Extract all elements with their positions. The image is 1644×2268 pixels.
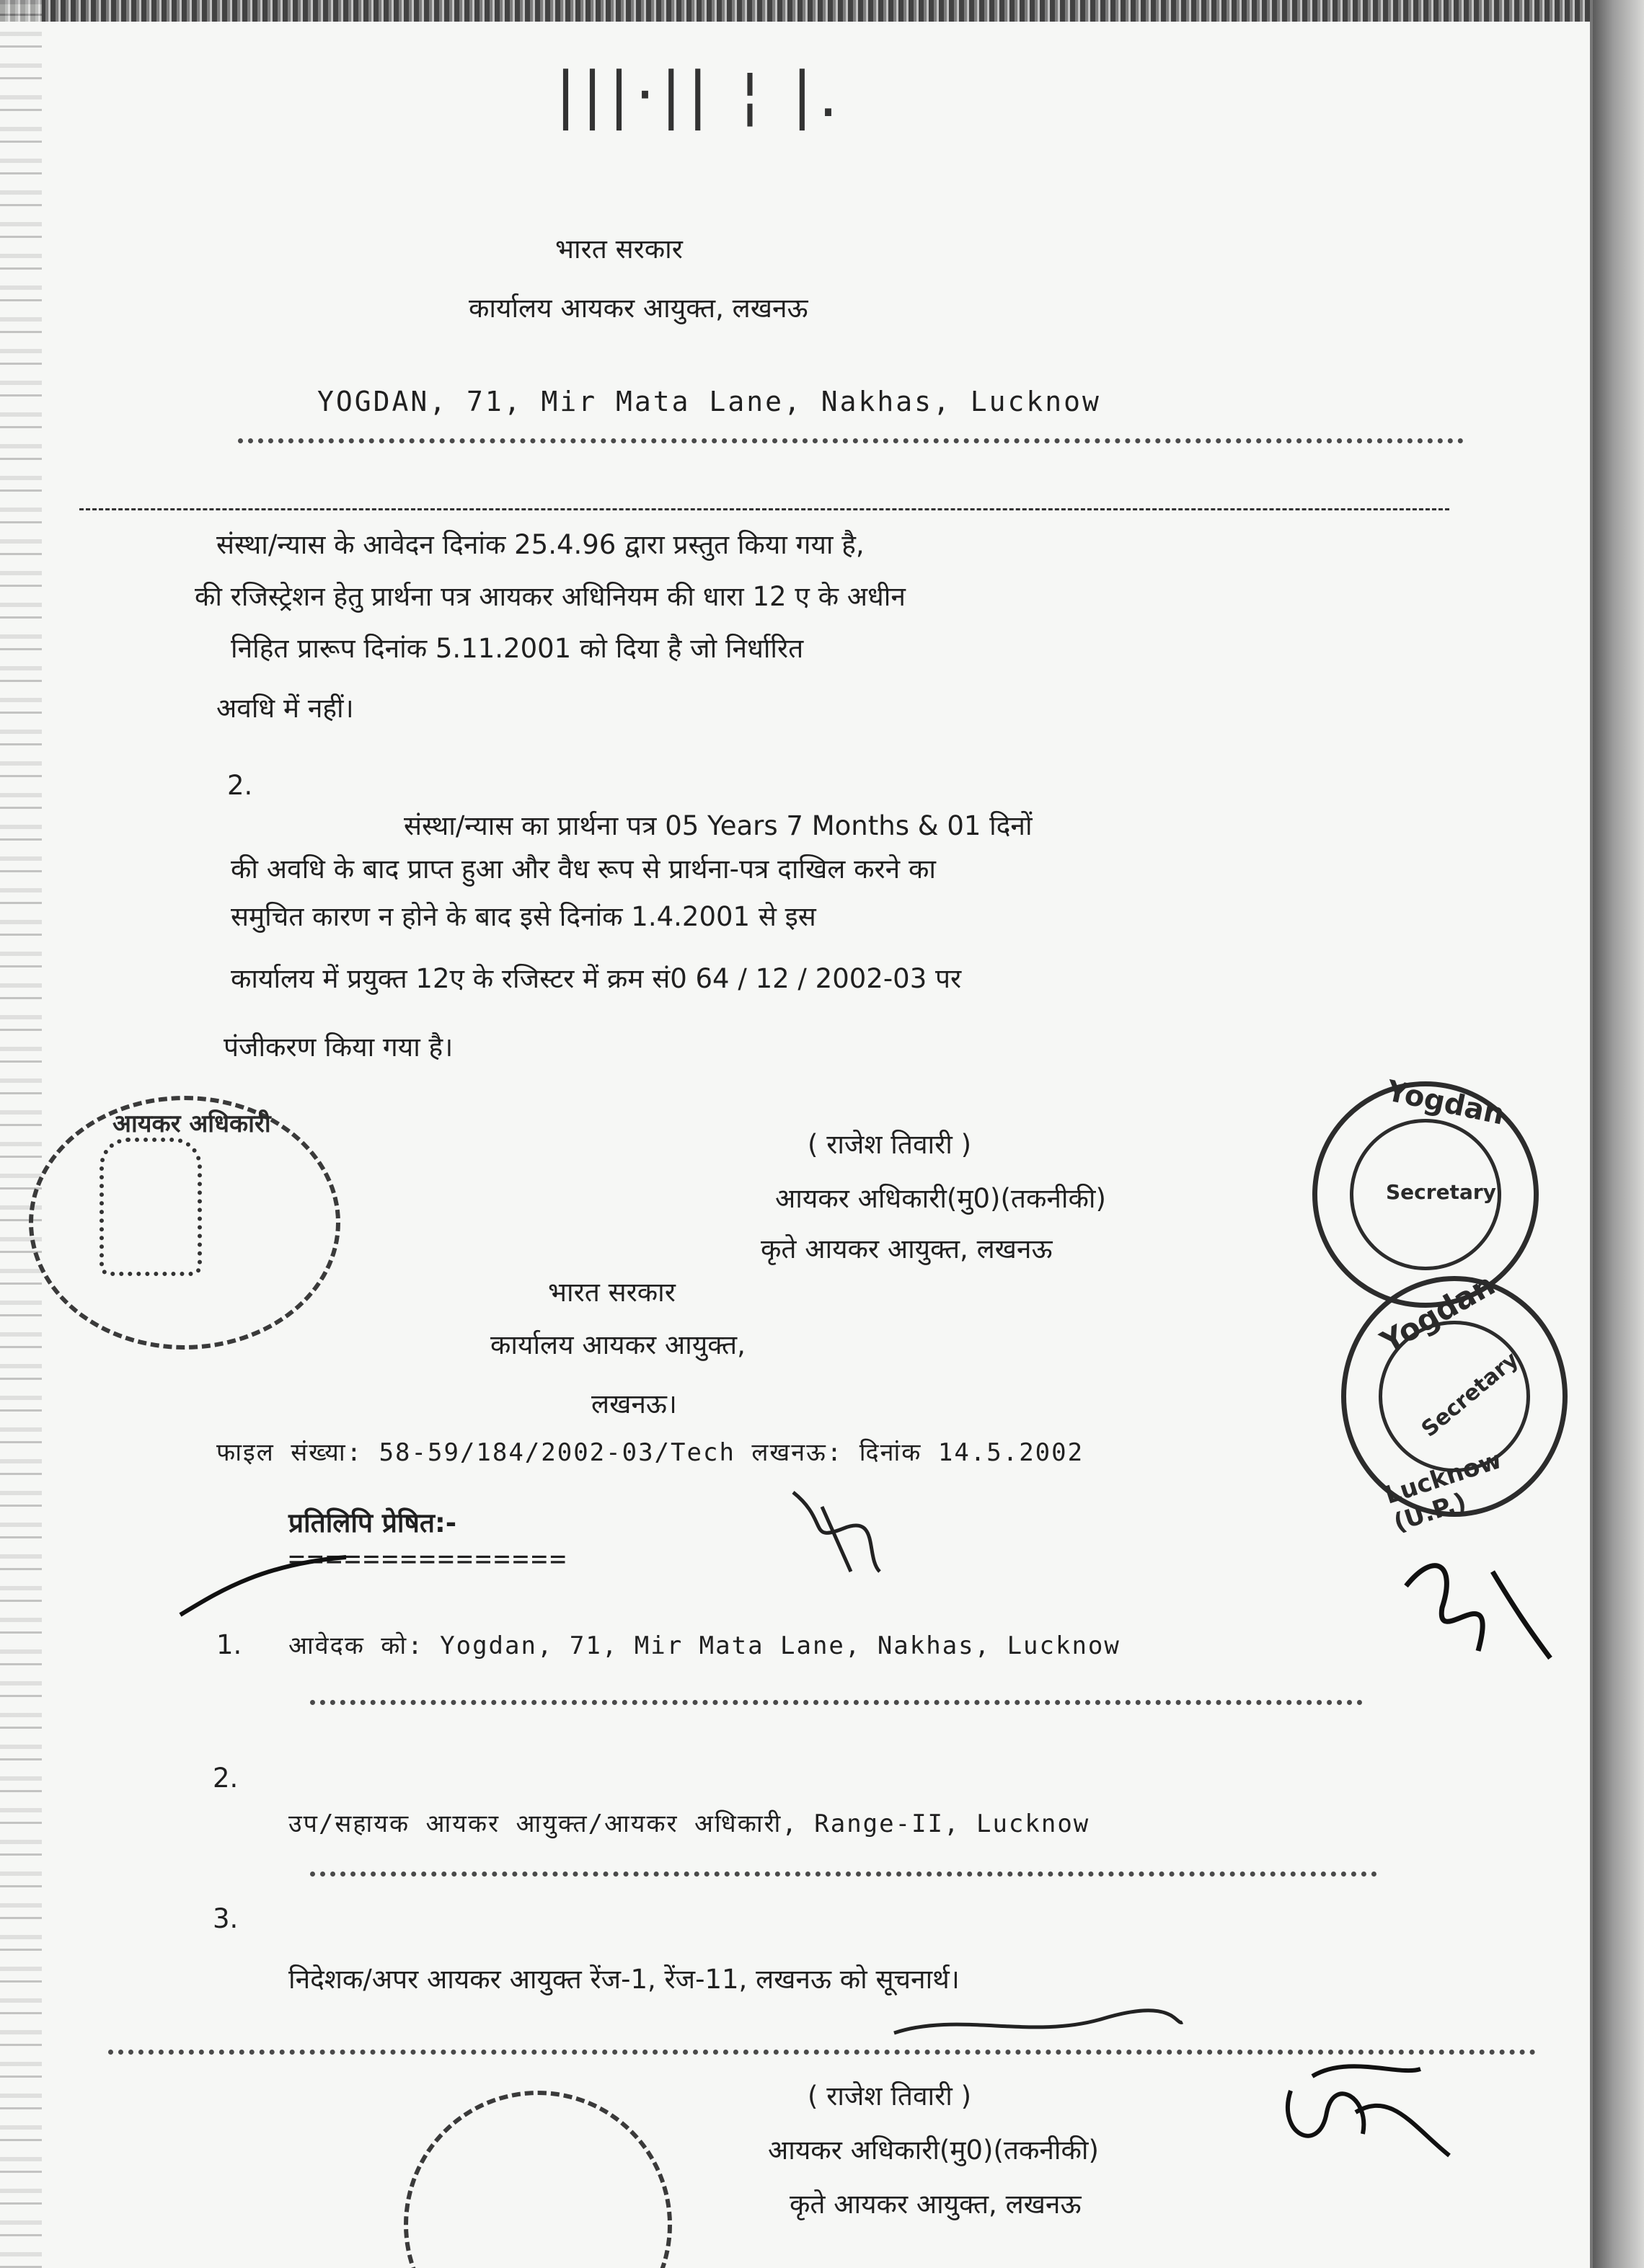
para1-line3: निहित प्रारूप दिनांक 5.11.2001 को दिया है जो निर्धारित	[231, 633, 804, 664]
item2-line3: समुचित कारण न होने के बाद इसे दिनांक 1.4.2001 से इस	[231, 901, 816, 932]
seal-text: आयकर अधिकारी	[112, 1109, 271, 1138]
para1-line4: अवधि में नहीं।	[216, 693, 354, 724]
header-address: YOGDAN, 71, Mir Mata Lane, Nakhas, Lucknow	[317, 386, 1101, 417]
bottom-seal-stamp	[404, 2091, 672, 2268]
top-margin-marks: |||·|| ¦ |.	[555, 59, 844, 131]
scan-top-border	[0, 0, 1590, 22]
yogdan-stamp-name: Yogdan	[1384, 1074, 1508, 1132]
handwritten-tick-mark	[173, 1550, 353, 1622]
item2-line4: कार्यालय में प्रयुक्त 12ए के रजिस्टर में क्रम सं0 64 / 12 / 2002-03 पर	[231, 963, 962, 994]
dotted-divider	[238, 433, 1464, 443]
header-office: कार्यालय आयकर आयुक्त, लखनऊ	[469, 293, 808, 324]
yogdan-stamp-lower-name: Yogdan	[1374, 1266, 1501, 1360]
official-seal-stamp	[29, 1096, 340, 1350]
signatory1-designation: आयकर अधिकारी(मु0)(तकनीकी)	[775, 1183, 1106, 1214]
copy-heading-underline: ===============	[288, 1543, 569, 1574]
copy-3-text: निदेशक/अपर आयकर आयुक्त रेंज-1, रेंज-11, लखनऊ को सूचनार्थ।	[288, 1964, 960, 1995]
copy-heading: प्रतिलिपि प्रेषित:-	[288, 1507, 457, 1538]
copy-1-text: आवेदक को: Yogdan, 71, Mir Mata Lane, Nakhas, Lucknow	[288, 1631, 1121, 1660]
para1-line1: संस्था/न्यास के आवेदन दिनांक 25.4.96 द्वारा प्रस्तुत किया गया है,	[216, 529, 865, 560]
copy-2-text: उप/सहायक आयकर आयुक्त/आयकर अधिकारी, Range-II, Lucknow	[288, 1809, 1090, 1838]
national-emblem-icon	[100, 1138, 202, 1276]
memo-office: कार्यालय आयकर आयुक्त,	[490, 1329, 746, 1360]
para1-line2: की रजिस्ट्रेशन हेतु प्रार्थना पत्र आयकर अधिनियम की धारा 12 ए के अधीन	[195, 581, 906, 612]
handwritten-signature-initials	[779, 1478, 894, 1579]
handwritten-signature-right	[1392, 1543, 1557, 1680]
handwritten-signature-bottom	[1269, 2047, 1457, 2177]
copy-2-dots	[310, 1866, 1377, 1877]
memo-government: भारत सरकार	[548, 1277, 676, 1308]
yogdan-stamp-lower	[1341, 1266, 1568, 1538]
book-binding-edge	[1593, 0, 1644, 2268]
yogdan-stamp-role: Secretary	[1386, 1180, 1496, 1204]
memo-file-number: फाइल संख्या: 58-59/184/2002-03/Tech लखनऊ: दिनांक 14.5.2002	[216, 1438, 1084, 1467]
signatory2-name: ( राजेश तिवारी )	[808, 2081, 972, 2112]
handwritten-strike-line	[887, 2004, 1190, 2047]
signatory2-for: कृते आयकर आयुक्त, लखनऊ	[790, 2189, 1082, 2220]
copy-1-dots	[310, 1694, 1363, 1705]
signatory1-for: कृते आयकर आयुक्त, लखनऊ	[761, 1233, 1053, 1264]
item2-number: 2.	[227, 770, 253, 801]
yogdan-stamp-lower-role: Secretary	[1416, 1347, 1524, 1443]
copy-2-number: 2.	[213, 1763, 239, 1794]
yogdan-stamp-lower-city: Lucknow (U.P.)	[1381, 1445, 1506, 1538]
item2-line5: पंजीकरण किया गया है।	[224, 1032, 454, 1063]
signatory1-name: ( राजेश तिवारी )	[808, 1129, 972, 1160]
header-rule	[79, 508, 1449, 510]
header-government: भारत सरकार	[555, 234, 683, 265]
memo-city: लखनऊ।	[591, 1388, 677, 1419]
item2-line2: की अवधि के बाद प्राप्त हुआ और वैध रूप से प्रार्थना-पत्र दाखिल करने का	[231, 854, 936, 885]
yogdan-stamp-upper	[1312, 1074, 1539, 1308]
item2-line1: संस्था/न्यास का प्रार्थना पत्र 05 Years 7 Months & 01 दिनों	[404, 810, 1033, 841]
signatory2-designation: आयकर अधिकारी(मु0)(तकनीकी)	[768, 2135, 1099, 2166]
copy-1-number: 1.	[216, 1629, 242, 1660]
scan-left-edge-noise	[0, 0, 42, 2268]
copy-3-number: 3.	[213, 1903, 239, 1934]
